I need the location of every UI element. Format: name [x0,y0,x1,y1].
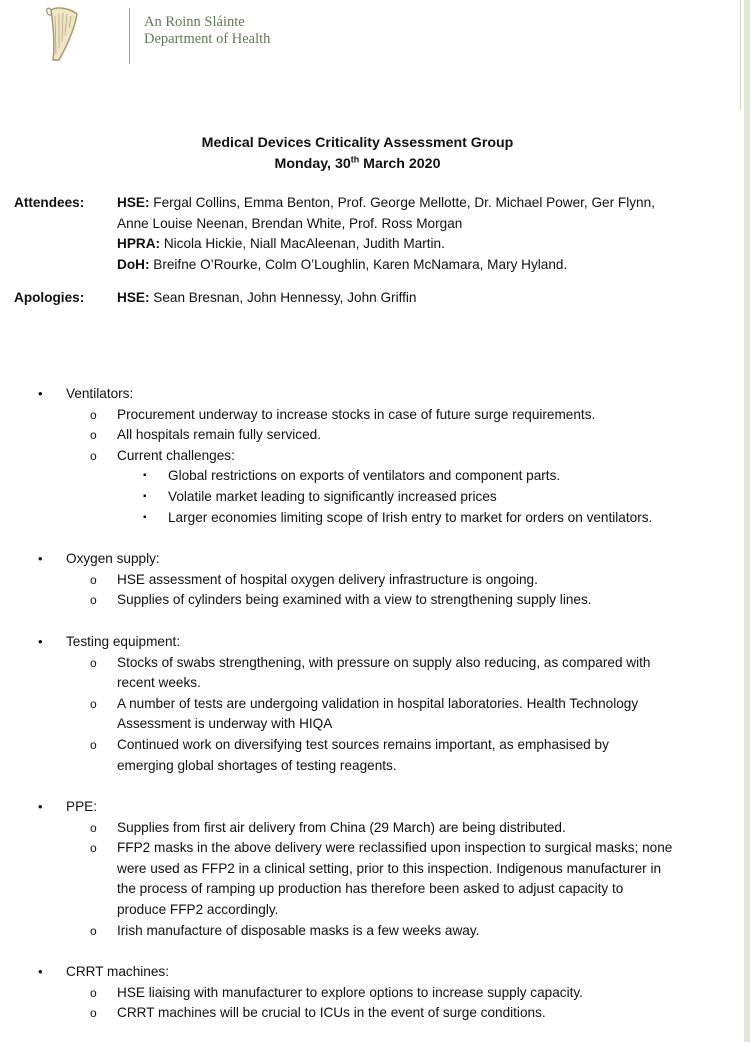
bullet-marker: ▪ [143,490,147,502]
bullet-marker: ▪ [143,470,147,482]
bullet-marker: o [90,985,97,1000]
attendees-doh-line [117,255,714,276]
list-item-text: CRRT machines will be crucial to ICUs in the event of surge conditions. [117,1005,546,1021]
section-heading-text: Ventilators: [66,386,134,401]
bullet-marker: o [90,593,97,608]
attendees-list [117,193,714,275]
bullet-marker: • [38,964,43,980]
apologies-hse-label: HSE: [117,290,150,305]
dept-english: Department of Health [144,31,271,47]
list-item [0,983,740,1004]
dept-irish: An Roinn Sláinte [144,14,245,30]
date-prefix: Monday, 30 [274,156,351,172]
bullet-marker: o [90,428,97,443]
bullet-marker: o [90,820,97,835]
list-item-line: were used as FFP2 in a clinical setting, prior to this inspection. Indigenous manufacturer in [117,860,662,876]
section-1 [0,549,740,611]
list-item-line: Stocks of swabs strengthening, with pressure on supply also reducing, as compared with [117,654,651,670]
sub-list-item [0,466,740,487]
doh-names: Breifne O’Rourke, Colm O’Loughlin, Karen McNamara, Mary Hyland. [153,256,568,272]
sub-list-item [0,508,740,529]
bullet-marker: • [38,551,43,567]
date-suffix: March 2020 [359,156,441,172]
hse-names-1: Fergal Collins, Emma Benton, Prof. George Mellotte, Dr. Michael Power, Ger Flynn, [153,195,655,210]
list-item-line: A number of tests are undergoing validation in hospital laboratories. Health Technology [117,695,639,711]
bullet-marker: o [90,572,97,587]
hpra-names: Nicola Hickie, Niall MacAleenan, Judith Martin. [163,236,445,252]
list-item [0,570,740,591]
bullet-marker: • [38,386,43,401]
page-edge-line [740,0,741,110]
apologies-line [117,288,714,309]
hse-label: HSE: [117,195,150,210]
bullet-marker: • [38,633,43,649]
section-heading-text: CRRT machines: [66,964,169,980]
list-item-line: Continued work on diversifying test sources remains important, as emphasised by [117,736,609,752]
bullet-marker: o [90,696,97,711]
doh-label: DoH: [117,256,150,272]
list-item-line: the process of ramping up production has therefore been asked to adjust capacity to [117,881,624,897]
minutes-sections [0,384,740,1045]
section-heading [0,962,740,983]
attendees-hpra-line [117,234,714,255]
bullet-marker: o [90,737,97,752]
hpra-label: HPRA: [117,236,161,252]
list-item [0,653,740,694]
harp-icon [43,4,83,64]
list-item-text: Irish manufacture of disposable masks is a few weeks away. [117,922,480,938]
list-item-text: Supplies from first air delivery from China (29 March) are being distributed. [117,819,566,835]
sub-list-item [0,487,740,508]
title-date [0,154,715,175]
section-2 [0,632,740,776]
title-line: Medical Devices Criticality Assessment Group [201,135,514,151]
list-item [0,1003,740,1024]
bullet-marker: o [90,841,97,856]
bullet-marker: ▪ [143,511,147,523]
list-item-text: All hospitals remain fully serviced. [117,427,321,443]
list-item [0,425,740,446]
list-item-text: Current challenges: [117,447,235,463]
bullet-marker: o [90,655,97,670]
apologies-names: Sean Bresnan, John Hennessy, John Griffin [153,290,417,305]
list-item-text: HSE liaising with manufacturer to explore options to increase supply capacity. [117,984,583,1000]
list-item [0,446,740,467]
list-item-line: emerging global shortages of testing reagents. [117,757,397,773]
list-item [0,735,740,776]
list-item-text: HSE assessment of hospital oxygen delivery infrastructure is ongoing. [117,571,538,587]
list-item-line: FFP2 masks in the above delivery were reclassified upon inspection to surgical masks; none [117,840,673,856]
bullet-marker: • [38,799,43,815]
attendees-label: Attendees: [14,195,85,210]
list-item [0,818,740,839]
list-item [0,838,740,920]
section-heading-text: Testing equipment: [66,633,181,649]
section-4 [0,962,740,1024]
section-heading-text: Oxygen supply: [66,551,160,567]
bullet-marker: o [90,448,97,463]
list-item [0,405,740,426]
date-sup: th [350,154,360,165]
attendees-hse-line [117,193,714,214]
sub-list-item-text: Volatile market leading to significantly increased prices [168,488,497,504]
sub-list-item-text: Larger economies limiting scope of Irish entry to market for orders on ventilators. [168,509,653,525]
list-item-text: Supplies of cylinders being examined with a view to strengthening supply lines. [117,592,592,608]
bullet-marker: o [90,1006,97,1021]
document-title [0,133,715,175]
bullet-marker: o [90,407,97,422]
section-heading-text: PPE: [66,799,97,815]
attendees-block [14,193,714,275]
section-3 [0,797,740,941]
hse-names-2: Anne Louise Neenan, Brendan White, Prof. Ross Morgan [117,215,463,231]
header-divider [129,8,130,64]
section-heading [0,797,740,818]
list-item [0,694,740,735]
apologies-label: Apologies: [14,290,85,305]
section-heading [0,549,740,570]
list-item [0,921,740,942]
department-name [144,14,270,48]
list-item-line: produce FFP2 accordingly. [117,902,279,918]
section-heading [0,632,740,653]
list-item-line: recent weeks. [117,675,201,691]
page-edge [744,0,750,1042]
list-item [0,590,740,611]
list-item-line: Assessment is underway with HIQA [117,716,333,732]
sub-list-item-text: Global restrictions on exports of ventilators and component parts. [168,468,561,484]
section-0 [0,384,740,528]
section-heading [0,384,740,405]
list-item-text: Procurement underway to increase stocks in case of future surge requirements. [117,406,596,422]
apologies-block [14,288,714,309]
bullet-marker: o [90,923,97,938]
letterhead [40,2,340,66]
